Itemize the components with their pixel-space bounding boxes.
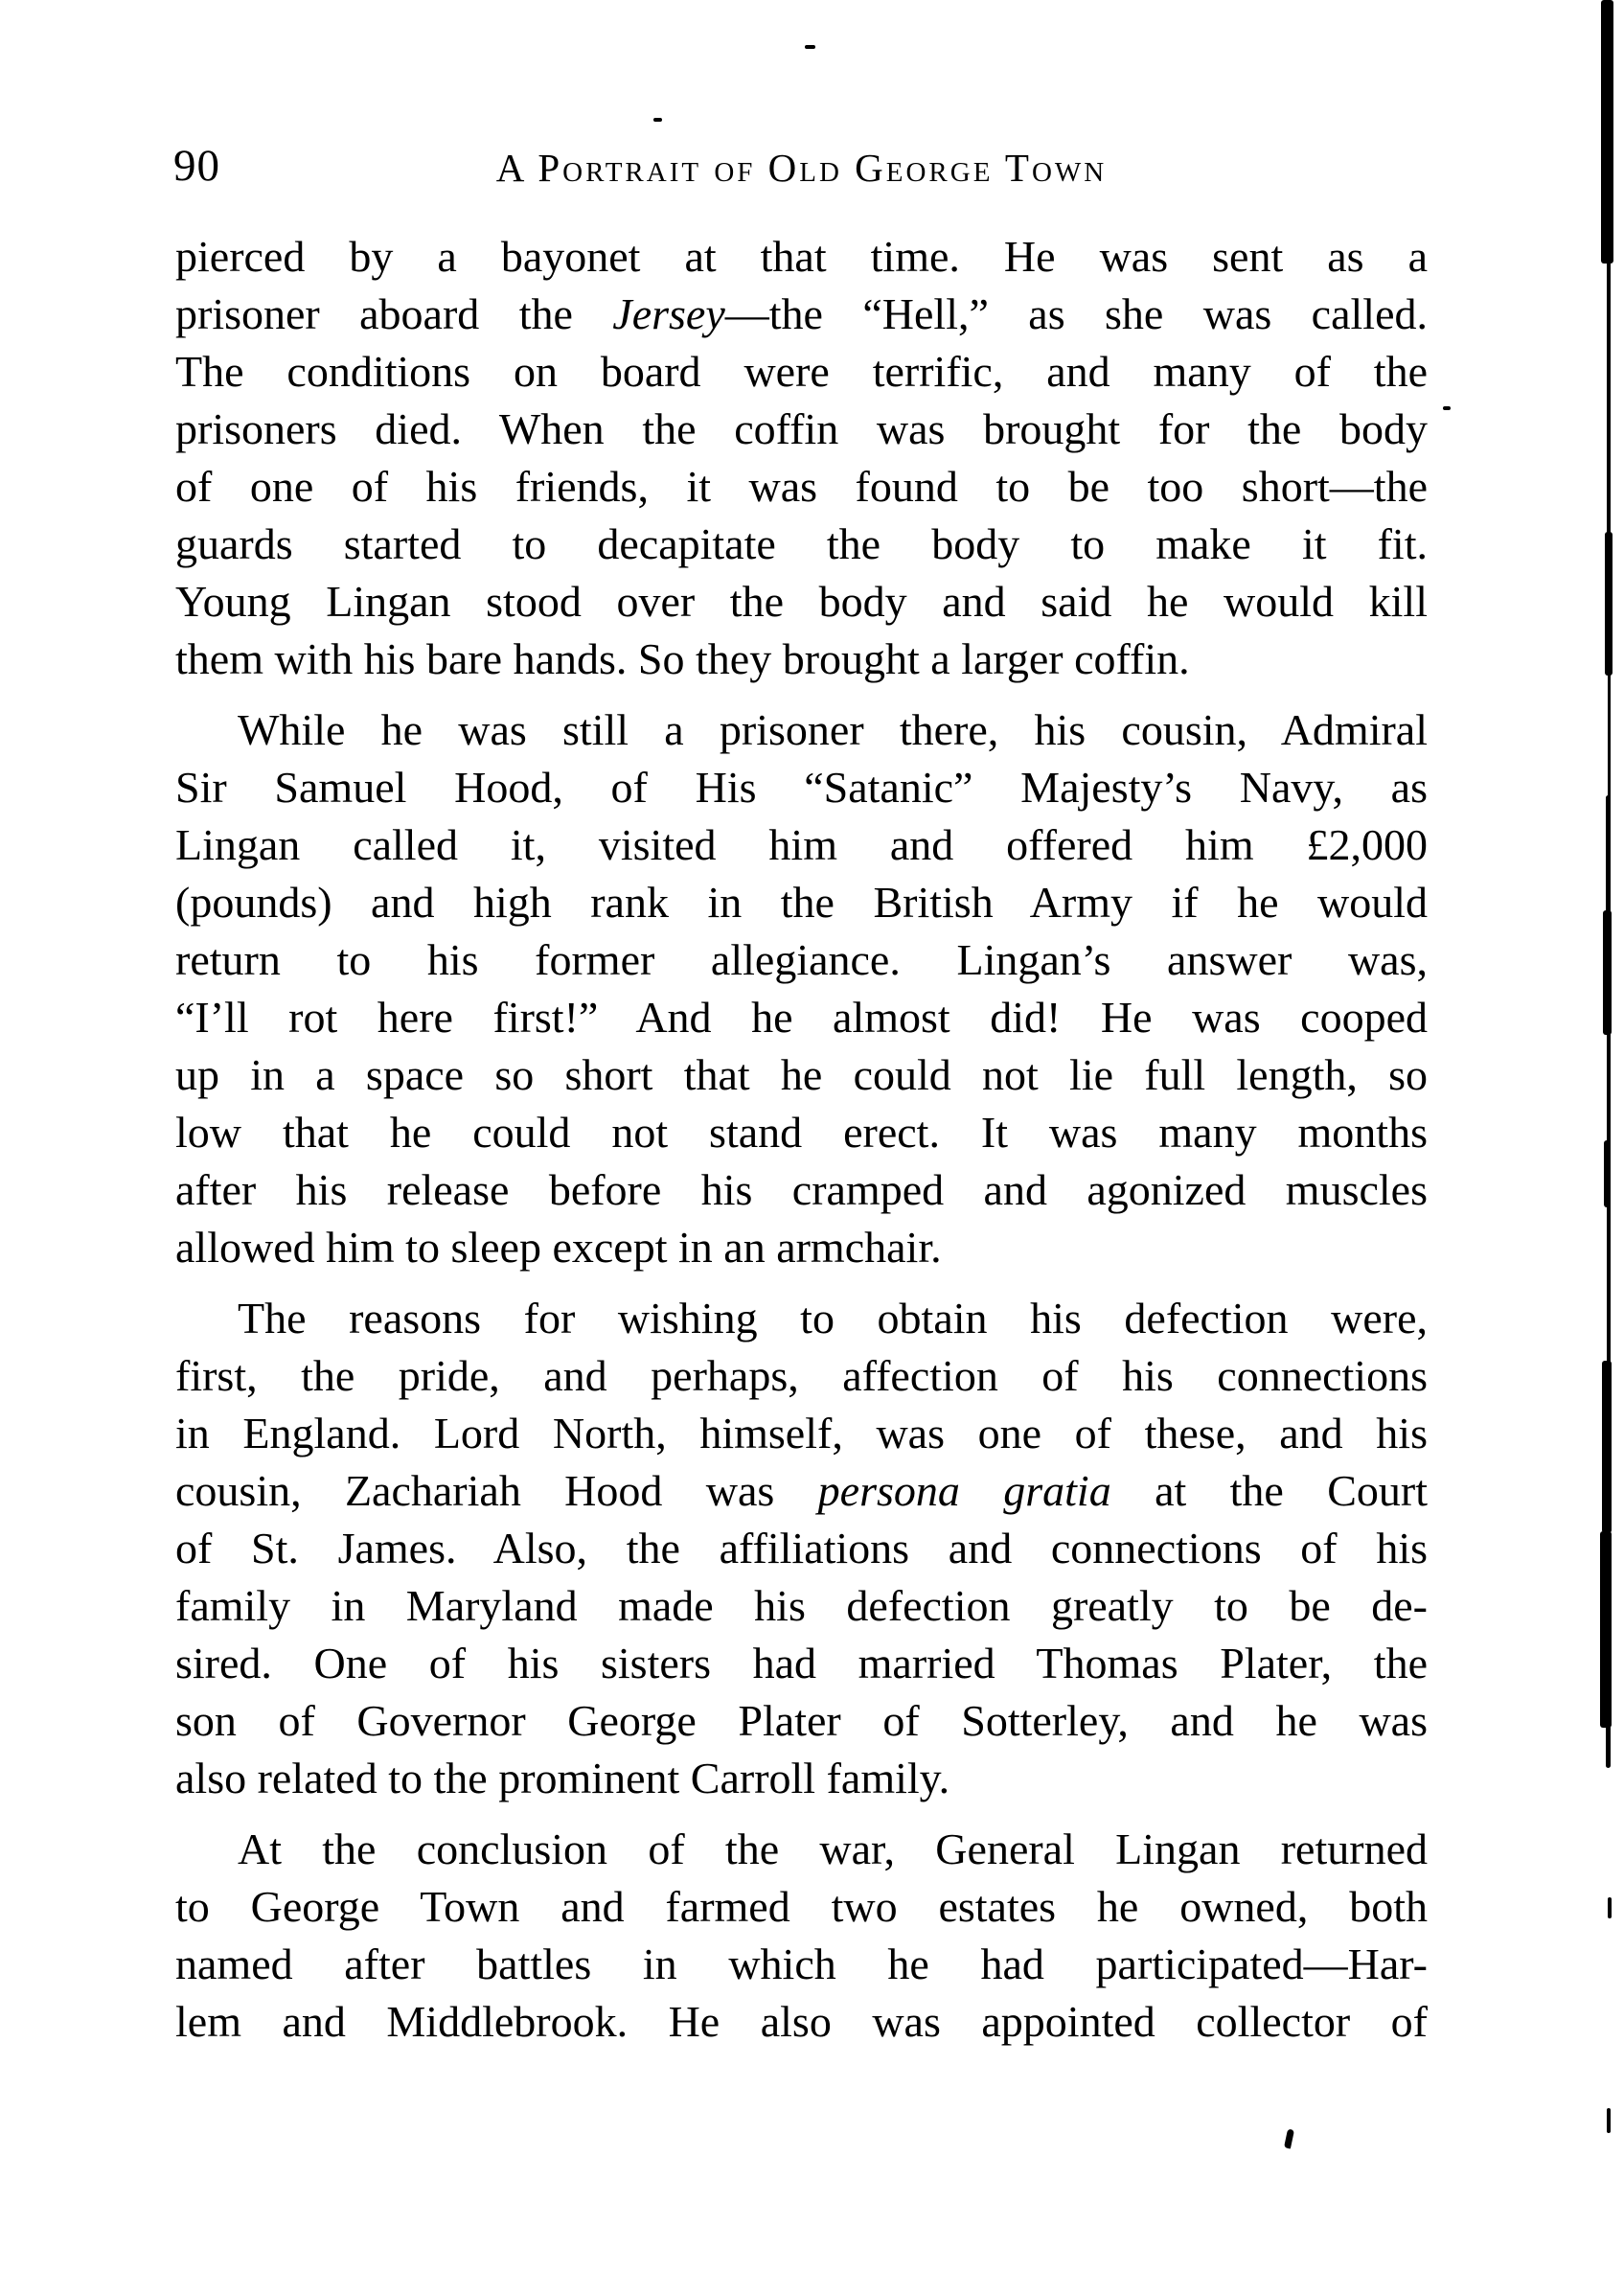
text-run: Young Lingan stood over the body and said he would kill (175, 577, 1428, 626)
paragraph (175, 1290, 1428, 1807)
paragraph (175, 1821, 1428, 2051)
text-run: first, the pride, and perhaps, affection of his connections (175, 1351, 1428, 1400)
scan-streak-segment (1601, 0, 1613, 264)
text-line (175, 228, 1428, 286)
ink-speck (653, 118, 662, 122)
text-run: named after battles in which he had participated—Har- (175, 1939, 1428, 1988)
text-run: of St. James. Also, the affiliations and connections of his (175, 1524, 1428, 1572)
text-line (175, 1462, 1428, 1520)
text-line (175, 343, 1428, 401)
italic-text-run: Jersey (612, 289, 725, 338)
text-run: return to his former allegiance. Lingan’s answer was, (175, 935, 1428, 984)
scan-streak-segment (1608, 671, 1611, 800)
text-line (175, 1692, 1428, 1750)
text-line (175, 1750, 1428, 1807)
scan-streak-segment (1600, 1531, 1612, 1728)
text-run: pierced by a bayonet at that time. He was sent as a (175, 232, 1428, 281)
text-line (175, 874, 1428, 931)
text-line (175, 1046, 1428, 1104)
text-run: allowed him to sleep except in an armchair. (175, 1223, 942, 1272)
text-run: sired. One of his sisters had married Thomas Plater, the (175, 1639, 1428, 1687)
paragraph (175, 701, 1428, 1276)
text-run: While he was still a prisoner there, his cousin, Admiral (238, 705, 1428, 754)
ink-speck (1443, 406, 1451, 410)
scan-streak-segment (1607, 259, 1611, 541)
text-line (175, 516, 1428, 573)
scan-streak-segment (1607, 1030, 1611, 1145)
text-run: lem and Middlebrook. He also was appointed collector of (175, 1997, 1428, 2046)
text-run: in England. Lord North, himself, was one of these, and his (175, 1409, 1428, 1457)
text-line (175, 816, 1428, 874)
text-line (175, 1878, 1428, 1936)
text-run: after his release before his cramped and agonized muscles (175, 1165, 1428, 1214)
text-run: guards started to decapitate the body to make it fit. (175, 519, 1428, 568)
scan-streak-segment (1603, 910, 1612, 1035)
text-line (175, 1993, 1428, 2051)
page-number: 90 (173, 141, 220, 191)
text-run: them with his bare hands. So they brought a larger coffin. (175, 634, 1190, 683)
text-line (175, 1577, 1428, 1635)
text-run: (pounds) and high rank in the British Army if he would (175, 878, 1428, 927)
text-run: At the conclusion of the war, General Lingan returned (238, 1825, 1428, 1873)
text-line (175, 286, 1428, 343)
scan-streak-segment (1608, 1897, 1612, 1918)
text-run: The conditions on board were terrific, and many of the (175, 347, 1428, 396)
text-run: at the Court (1110, 1466, 1428, 1515)
text-run: Lingan called it, visited him and offered him £2,000 (175, 820, 1428, 869)
text-run: cousin, Zachariah Hood was (175, 1466, 818, 1515)
text-run: son of Governor George Plater of Sotterley, and he was (175, 1696, 1428, 1745)
text-line (175, 1520, 1428, 1577)
text-run: to George Town and farmed two estates he owned, both (175, 1882, 1428, 1931)
text-line (175, 1219, 1428, 1276)
text-run: prisoners died. When the coffin was brought for the body (175, 404, 1428, 453)
text-line (175, 1347, 1428, 1405)
scan-streak-segment (1607, 2108, 1611, 2133)
scan-streak-segment (1606, 1725, 1611, 1768)
text-line (175, 989, 1428, 1046)
text-run: low that he could not stand erect. It was many months (175, 1108, 1428, 1157)
text-run: Sir Samuel Hood, of His “Satanic” Majesty’s Navy, as (175, 763, 1428, 812)
text-run: of one of his friends, it was found to be too short—the (175, 462, 1428, 511)
italic-text-run: persona gratia (817, 1466, 1111, 1515)
text-line (175, 458, 1428, 516)
text-line (175, 1161, 1428, 1219)
ink-speck (805, 45, 815, 49)
scan-streak-segment (1607, 1203, 1611, 1366)
text-line (175, 931, 1428, 989)
text-line (175, 573, 1428, 631)
text-line (175, 1104, 1428, 1161)
scan-streak-segment (1604, 1140, 1611, 1207)
text-run: “I’ll rot here first!” And he almost did! He was cooped (175, 993, 1428, 1042)
text-run: The reasons for wishing to obtain his defection were, (238, 1294, 1428, 1343)
text-run: prisoner aboard the (175, 289, 613, 338)
text-line (175, 759, 1428, 816)
scan-streak-segment (1602, 1361, 1612, 1533)
text-line (175, 1635, 1428, 1692)
body-text (175, 228, 1428, 2051)
text-run: up in a space so short that he could not lie full length, so (175, 1050, 1428, 1099)
text-line (175, 1405, 1428, 1462)
text-line (175, 1290, 1428, 1347)
text-run: —the “Hell,” as she was called. (724, 289, 1428, 338)
text-run: also related to the prominent Carroll family. (175, 1754, 950, 1802)
text-run: family in Maryland made his defection greatly to be de- (175, 1581, 1428, 1630)
text-line (175, 631, 1428, 688)
text-line (175, 701, 1428, 759)
text-line (175, 401, 1428, 458)
ink-speck (1284, 2128, 1294, 2148)
text-line (175, 1821, 1428, 1878)
paragraph (175, 228, 1428, 688)
scan-streak-segment (1605, 532, 1613, 676)
running-head: A Portrait of Old George Town (495, 146, 1108, 190)
text-line (175, 1936, 1428, 1993)
scan-streak-segment (1606, 795, 1611, 915)
